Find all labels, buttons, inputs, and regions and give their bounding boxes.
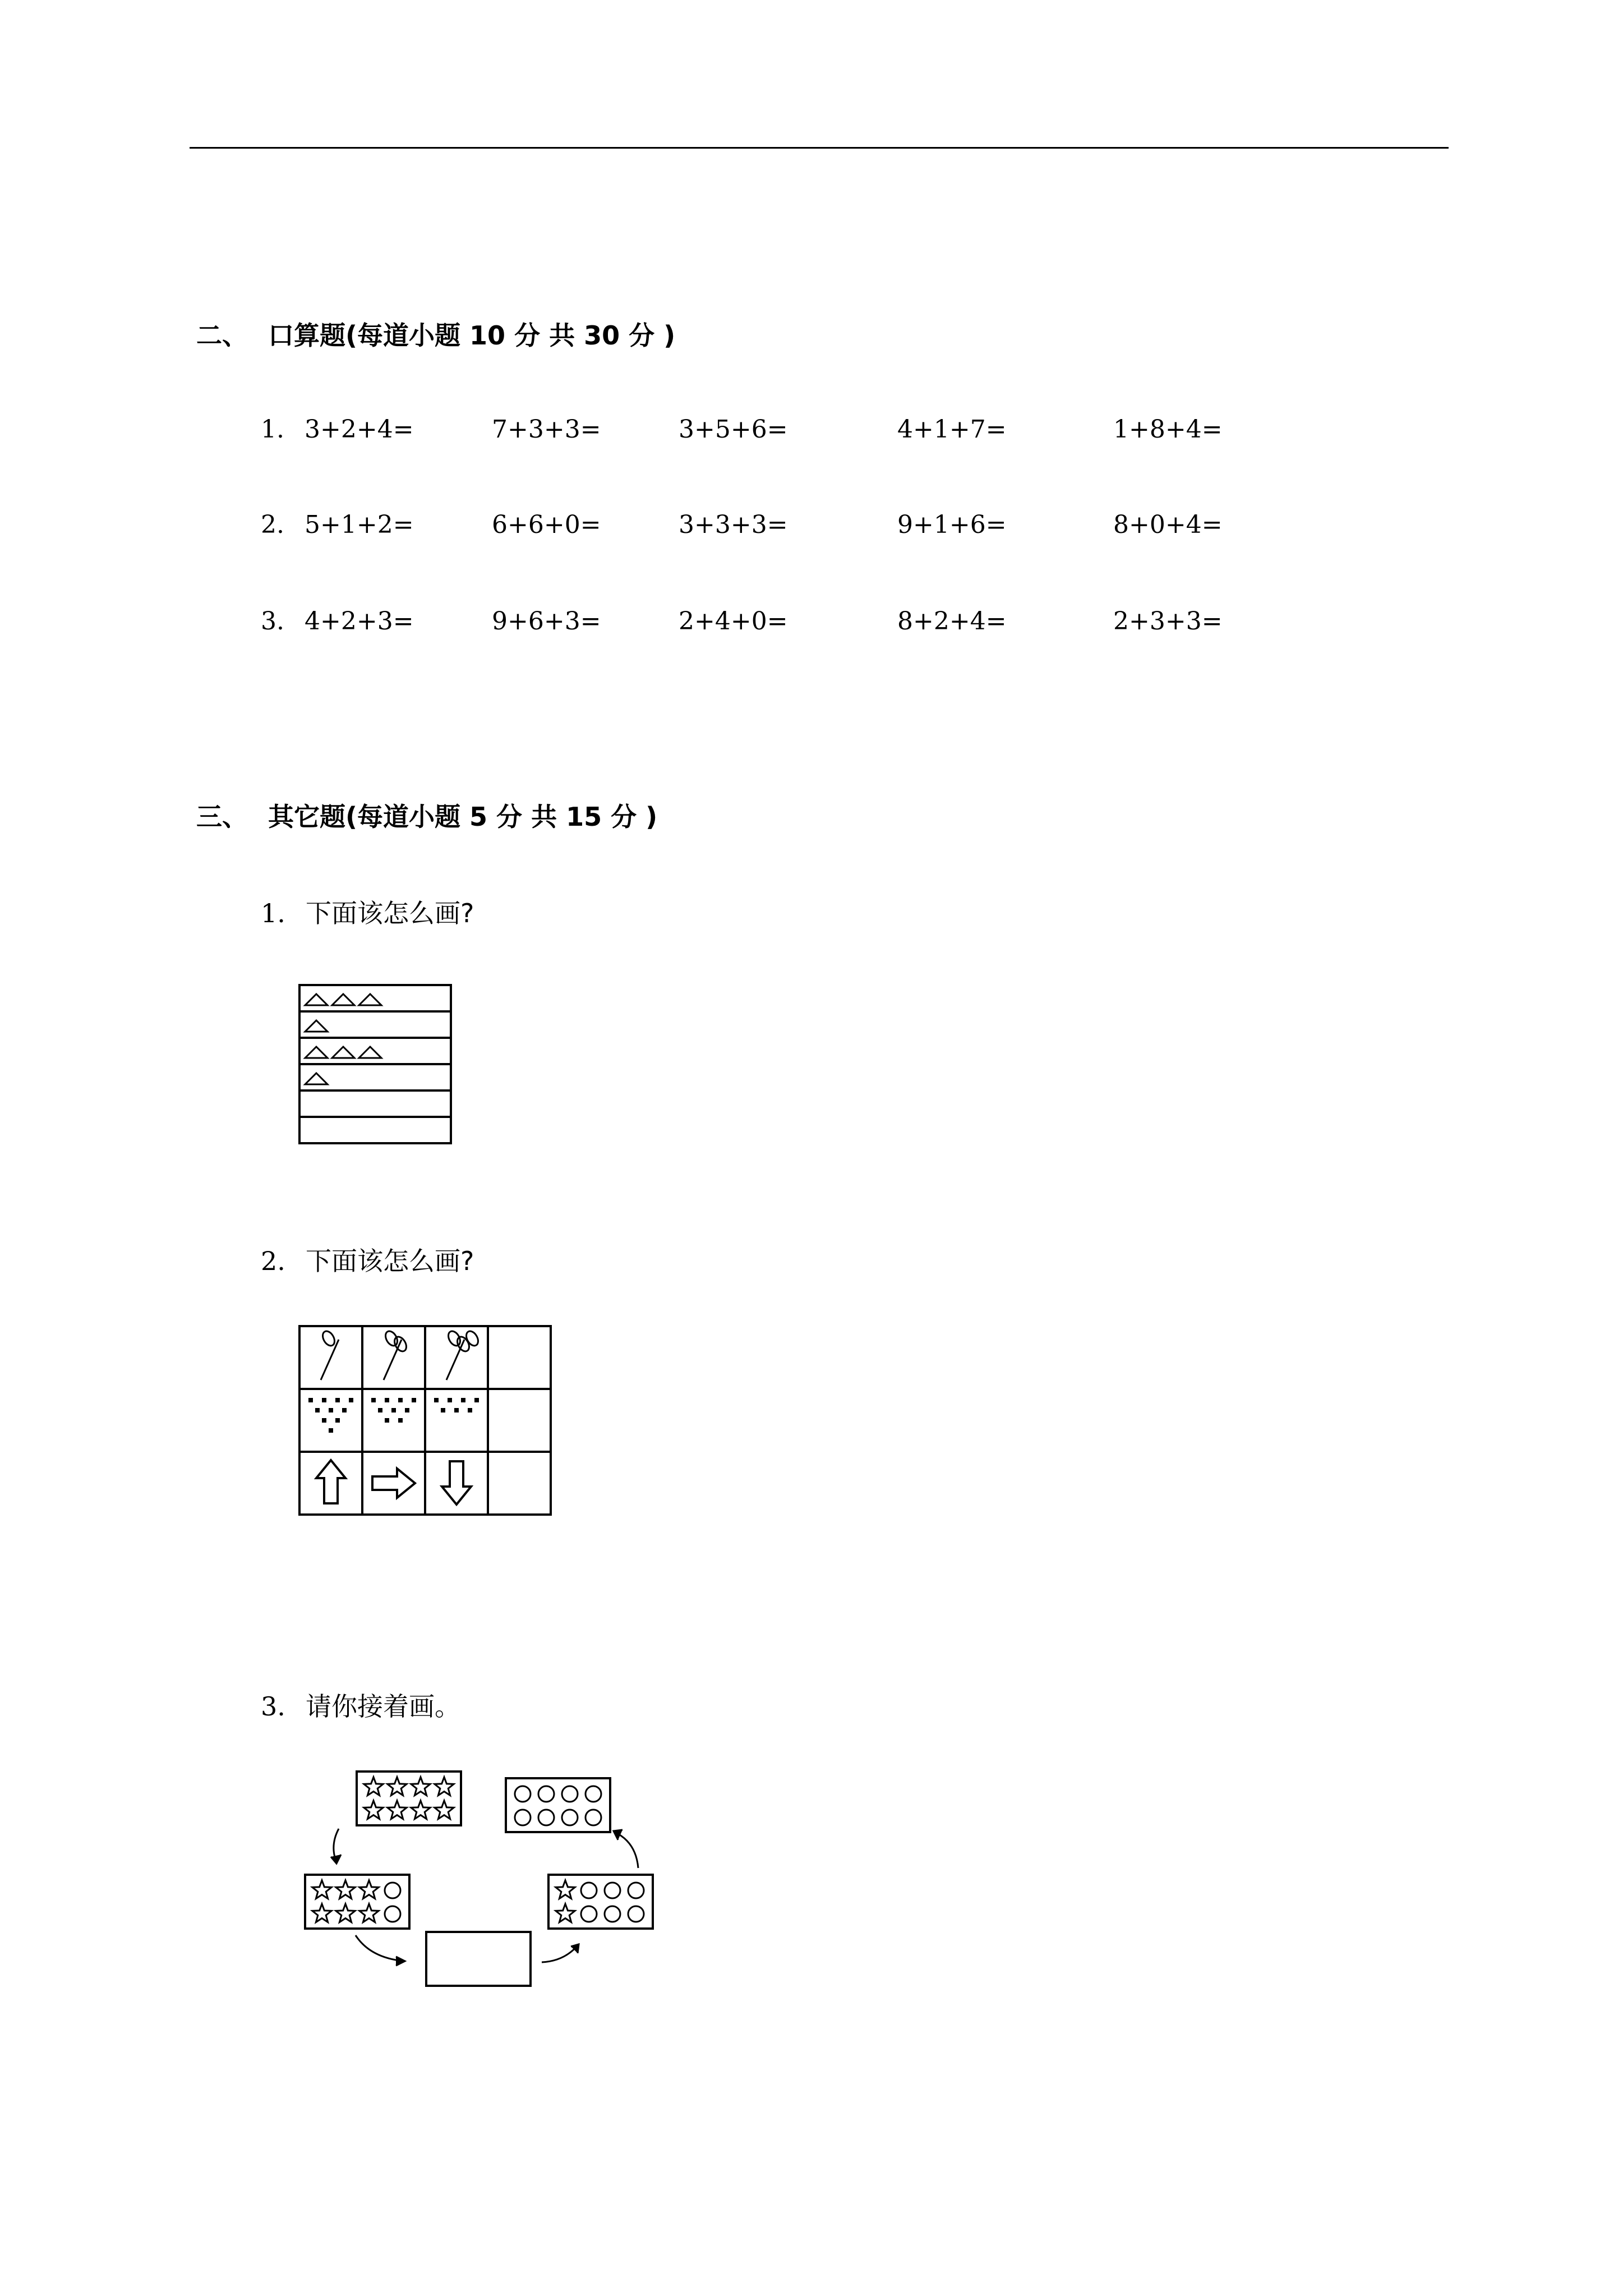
pattern-grid-figure: [297, 1324, 555, 1520]
question-text: [261, 893, 474, 930]
dot-icon: [461, 1398, 465, 1402]
dot-icon: [342, 1408, 347, 1412]
dot-icon: [398, 1418, 403, 1423]
dot-icon: [385, 1418, 389, 1423]
dot-icon: [468, 1408, 472, 1412]
circle-icon: [581, 1883, 597, 1898]
arithmetic-item: 7+3+3=: [492, 415, 601, 444]
section-number: 二、: [196, 320, 248, 351]
star-icon: [411, 1777, 430, 1796]
dot-icon: [329, 1428, 333, 1433]
star-icon: [359, 1904, 379, 1922]
arithmetic-item: 1+8+4=: [1113, 415, 1223, 444]
dot-icon: [454, 1408, 459, 1412]
star-icon: [388, 1777, 407, 1796]
circle-icon: [605, 1906, 620, 1922]
circle-icon: [605, 1883, 620, 1898]
arithmetic-item: 2+4+0=: [679, 607, 788, 636]
arithmetic-item: 9+6+3=: [492, 607, 601, 636]
star-icon: [556, 1880, 575, 1899]
star-icon: [556, 1904, 575, 1922]
dot-icon: [335, 1418, 340, 1423]
flower-icon: [446, 1329, 463, 1347]
flower-icon: [464, 1329, 481, 1347]
header-rule: [190, 147, 1449, 149]
circle-icon: [581, 1906, 597, 1922]
dot-icon: [412, 1398, 416, 1402]
row-index: 1.: [261, 415, 284, 444]
star-icon: [359, 1880, 379, 1899]
arithmetic-item: 8+0+4=: [1113, 510, 1223, 539]
triangle-icon: [305, 1047, 328, 1058]
star-icon: [435, 1801, 454, 1819]
section-number: 三、: [196, 802, 248, 832]
arithmetic-item: 6+6+0=: [492, 510, 601, 539]
circle-icon: [585, 1786, 601, 1802]
star-icon: [312, 1880, 331, 1899]
flower-icon: [383, 1329, 400, 1347]
question-index: 2.: [261, 1246, 285, 1276]
arithmetic-item: 9+1+6=: [897, 510, 1007, 539]
circle-icon: [538, 1810, 554, 1825]
star-icon: [364, 1801, 383, 1819]
star-icon: [336, 1904, 355, 1922]
row-index: 3.: [261, 607, 284, 636]
dot-icon: [308, 1398, 313, 1402]
dot-icon: [329, 1408, 333, 1412]
arithmetic-item: 3+2+4=: [305, 415, 414, 444]
cycle-figure: [297, 1767, 679, 2003]
row-index: 2.: [261, 510, 284, 539]
triangle-icon: [359, 994, 381, 1005]
arithmetic-item: 4+1+7=: [897, 415, 1007, 444]
triangle-table-figure: [297, 983, 454, 1151]
star-icon: [364, 1777, 383, 1796]
circle-icon: [585, 1810, 601, 1825]
question-prompt: 下面该怎么画?: [306, 898, 474, 928]
section-title: 口算题(每道小题 10 分 共 30 分 ): [268, 320, 676, 351]
circle-icon: [628, 1883, 644, 1898]
dot-icon: [434, 1398, 439, 1402]
star-icon: [336, 1880, 355, 1899]
circle-icon: [515, 1786, 531, 1802]
question-index: 3.: [261, 1691, 285, 1722]
arithmetic-item: 8+2+4=: [897, 607, 1007, 636]
triangle-icon: [305, 1073, 328, 1084]
flower-icon: [320, 1329, 337, 1347]
star-icon: [411, 1801, 430, 1819]
section-heading-other: [196, 797, 657, 834]
dot-icon: [405, 1408, 409, 1412]
arithmetic-item: 3+5+6=: [679, 415, 788, 444]
dot-icon: [322, 1418, 326, 1423]
dot-icon: [322, 1398, 326, 1402]
triangle-icon: [332, 994, 354, 1005]
down-arrow-icon: [442, 1461, 471, 1504]
circle-icon: [385, 1883, 400, 1898]
dot-icon: [371, 1398, 376, 1402]
arithmetic-item: 5+1+2=: [305, 510, 414, 539]
dot-icon: [378, 1408, 382, 1412]
star-icon: [435, 1777, 454, 1796]
question-prompt: 下面该怎么画?: [306, 1246, 474, 1276]
dot-icon: [385, 1398, 389, 1402]
up-arrow-icon: [316, 1460, 345, 1503]
question-index: 1.: [261, 898, 285, 928]
circle-icon: [562, 1786, 578, 1802]
triangle-icon: [359, 1047, 381, 1058]
triangle-icon: [305, 994, 328, 1005]
dot-icon: [448, 1398, 452, 1402]
dot-icon: [474, 1398, 479, 1402]
arithmetic-item: 2+3+3=: [1113, 607, 1223, 636]
circle-icon: [515, 1810, 531, 1825]
triangle-icon: [305, 1020, 328, 1032]
cycle-arrow: [542, 1945, 578, 1962]
triangle-icon: [332, 1047, 354, 1058]
dot-icon: [349, 1398, 353, 1402]
arithmetic-item: 4+2+3=: [305, 607, 414, 636]
dot-icon: [398, 1398, 403, 1402]
star-icon: [312, 1904, 331, 1922]
star-icon: [388, 1801, 407, 1819]
circle-icon: [538, 1786, 554, 1802]
dot-icon: [315, 1408, 320, 1412]
arithmetic-item: 3+3+3=: [679, 510, 788, 539]
question-prompt: 请你接着画。: [306, 1691, 460, 1722]
dot-icon: [441, 1408, 445, 1412]
circle-icon: [628, 1906, 644, 1922]
section-title: 其它题(每道小题 5 分 共 15 分 ): [268, 802, 658, 832]
question-text: [261, 1241, 474, 1278]
section-heading-oral: [196, 315, 675, 352]
cycle-box-empty: [426, 1932, 531, 1986]
question-text: [261, 1686, 460, 1723]
dot-icon: [391, 1408, 396, 1412]
dot-icon: [335, 1398, 340, 1402]
right-arrow-icon: [372, 1469, 415, 1498]
circle-icon: [562, 1810, 578, 1825]
circle-icon: [385, 1906, 400, 1922]
